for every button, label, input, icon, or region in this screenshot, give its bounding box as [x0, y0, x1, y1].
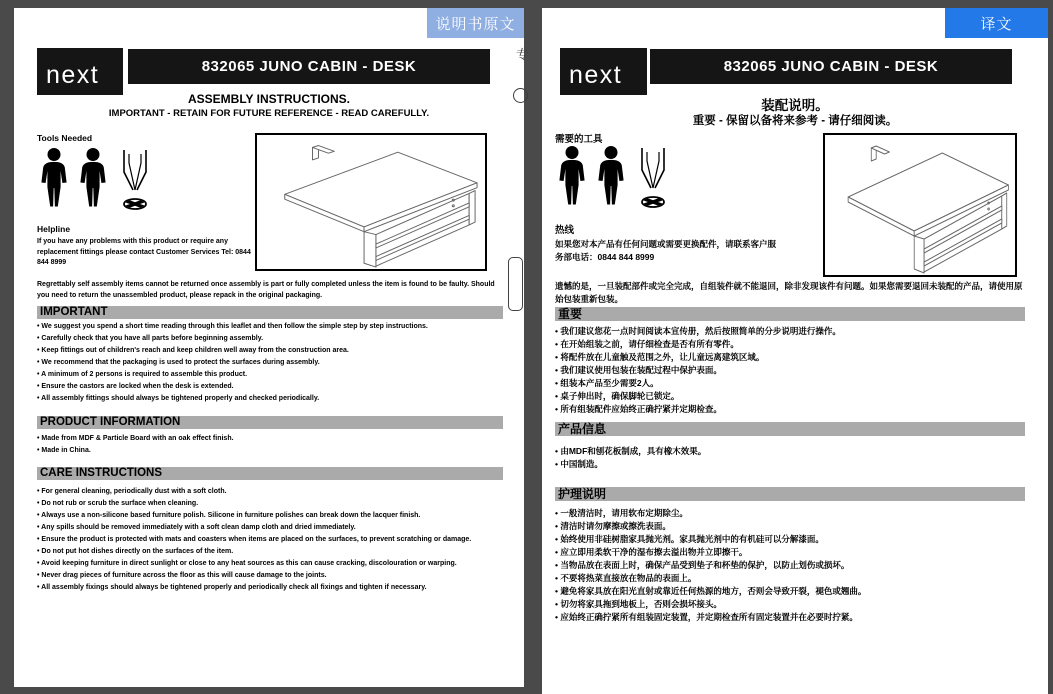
- next-logo-text: next: [569, 61, 623, 89]
- bullet-item: • All assembly fittings should always be tightened properly and checked periodically.: [37, 394, 503, 404]
- helpline-heading: Helpline: [37, 224, 71, 234]
- bullet-item: • 中国制造。: [555, 459, 1025, 470]
- bullet-item: • 我们建议使用包装在装配过程中保护表面。: [555, 365, 1025, 376]
- desk-illustration: [825, 135, 1015, 275]
- bullet-item: • Avoid keeping furniture in direct sunlight or close to any heat sources as this can cause cracking, discolouration or warping.: [37, 559, 503, 569]
- tools-needed-heading: Tools Needed: [37, 133, 93, 143]
- bullet-item: • 当物品放在表面上时，确保产品受到垫子和杯垫的保护，以防止划伤或损坏。: [555, 560, 1025, 571]
- bullet-item: • Made in China.: [37, 446, 503, 456]
- section-heading: 产品信息: [555, 422, 1025, 436]
- person-icon: [594, 145, 628, 207]
- retain-reference-heading: 重要 - 保留以备将来参考 - 请仔细阅读。: [692, 115, 898, 127]
- bullet-item: • 将配件放在儿童触及范围之外，让儿童远离建筑区域。: [555, 352, 1025, 363]
- product-title-banner: 832065 JUNO CABIN - DESK: [128, 49, 490, 84]
- bullet-item: • Any spills should be removed immediately with a soft clean damp cloth and dried immediately.: [37, 523, 503, 533]
- screwdriver-icon: [115, 147, 155, 213]
- assembly-instructions-heading: 装配说明。: [761, 98, 829, 113]
- tab-translation[interactable]: 译文: [945, 8, 1048, 38]
- bullet-item: • 切勿将家具拖到地板上，否则会损坏接头。: [555, 599, 1025, 610]
- bullet-item: • 桌子伸出时，确保脚轮已锁定。: [555, 391, 1025, 402]
- person-icon: [37, 147, 71, 209]
- bullet-list: [555, 446, 1025, 470]
- bullet-item: • Keep fittings out of children's reach and keep children well away from the construction area.: [37, 346, 503, 356]
- return-policy-note: 遗憾的是，一旦装配部件或完全完成，自组装件就不能退回，除非发现该件有问题。如果您需要退回未装配的产品，请使用原始包装重新包装。: [555, 281, 1023, 304]
- tools-icons: [555, 145, 673, 211]
- bullet-item: • 清洁时请勿摩擦或擦洗表面。: [555, 521, 1025, 532]
- bullet-item: • 始终使用非硅树脂家具抛光剂。家具抛光剂中的有机硅可以分解漆面。: [555, 534, 1025, 545]
- bullet-item: • 应立即用柔软干净的湿布擦去溢出物并立即擦干。: [555, 547, 1025, 558]
- return-policy-note: Regrettably self assembly items cannot be returned once assembly is part or fully completed unless the item is found to be faulty. Should you need to return the unassembled product, please repack in the original packaging.: [37, 281, 495, 299]
- bullet-item: • 组装本产品至少需要2人。: [555, 378, 1025, 389]
- bullet-item: • 应始终正确拧紧所有组装固定装置，并定期检查所有固定装置并在必要时拧紧。: [555, 612, 1025, 623]
- section-product-information: [555, 422, 1025, 472]
- helpline-text: 如果您对本产品有任何问题或需要更换配件，请联系客户服务部电话：0844 844 8999: [555, 239, 777, 262]
- bullet-item: • 避免将家具放在阳光直射或靠近任何热源的地方，否则会导致开裂，褪色或翘曲。: [555, 586, 1025, 597]
- person-icon: [76, 147, 110, 209]
- bullet-item: • For general cleaning, periodically dust with a soft cloth.: [37, 487, 503, 497]
- person-icon: [555, 145, 589, 207]
- bullet-item: • Do not rub or scrub the surface when cleaning.: [37, 499, 503, 509]
- page-translation: [542, 8, 1048, 694]
- bullet-item: • 在开始组装之前，请仔细检查是否有所有零件。: [555, 339, 1025, 350]
- obscured-background-control: [508, 257, 523, 311]
- desk-diagram-box: [255, 133, 487, 271]
- bullet-item: • Ensure the castors are locked when the desk is extended.: [37, 382, 503, 392]
- bullet-item: • A minimum of 2 persons is required to assemble this product.: [37, 370, 503, 380]
- screwdriver-icon: [633, 145, 673, 211]
- section-product-information: [37, 416, 503, 458]
- bullet-item: • Always use a non-silicone based furniture polish. Silicone in furniture polishes can break down the lacquer finish.: [37, 511, 503, 521]
- section-care-instructions: [555, 487, 1025, 625]
- bullet-item: • We suggest you spend a short time reading through this leaflet and then follow the simple step by step instructions.: [37, 322, 503, 332]
- bullet-item: • 一般清洁时，请用软布定期除尘。: [555, 508, 1025, 519]
- page-original: [14, 8, 524, 687]
- helpline-text: If you have any problems with this product or require any replacement fittings please contact Customer Services Tel: 0844 844 8999: [37, 238, 251, 266]
- bullet-list: [37, 322, 503, 404]
- obscured-background-circle: [513, 88, 528, 103]
- bullet-item: • Ensure the product is protected with mats and coasters when items are placed on the surfaces, to prevent scratching or damage.: [37, 535, 503, 545]
- bullet-list: [555, 326, 1025, 415]
- helpline-heading: 热线: [555, 225, 575, 236]
- section-heading: 护理说明: [555, 487, 1025, 501]
- desk-illustration: [257, 135, 485, 269]
- next-logo: [560, 48, 647, 95]
- tab-original-manual[interactable]: 说明书原文: [427, 8, 524, 38]
- section-care-instructions: [37, 467, 503, 595]
- bullet-item: • We recommend that the packaging is used to protect the surfaces during assembly.: [37, 358, 503, 368]
- section-heading: 重要: [555, 307, 1025, 321]
- bullet-item: • Carefully check that you have all parts before beginning assembly.: [37, 334, 503, 344]
- next-logo-text: next: [46, 61, 100, 89]
- bullet-list: [555, 508, 1025, 623]
- desk-diagram-box: [823, 133, 1017, 277]
- bullet-item: • 所有组装配件应始终正确拧紧并定期检查。: [555, 404, 1025, 415]
- bullet-item: • 不要将热菜直接放在物品的表面上。: [555, 573, 1025, 584]
- bullet-item: • Made from MDF & Particle Board with an oak effect finish.: [37, 434, 503, 444]
- bullet-item: • All assembly fixings should always be tightened properly and periodically check all fixings and tighten if necessary.: [37, 583, 503, 593]
- bullet-item: • 由MDF和刨花板制成，具有橡木效果。: [555, 446, 1025, 457]
- tools-needed-heading: 需要的工具: [555, 134, 603, 145]
- section-heading: PRODUCT INFORMATION: [37, 416, 503, 429]
- retain-reference-heading: IMPORTANT - RETAIN FOR FUTURE REFERENCE - READ CAREFULLY.: [108, 108, 430, 119]
- assembly-instructions-heading: ASSEMBLY INSTRUCTIONS.: [187, 92, 351, 106]
- section-important: [37, 306, 503, 406]
- tools-icons: [37, 147, 155, 213]
- bullet-item: • Never drag pieces of furniture across the floor as this will cause damage to the joints.: [37, 571, 503, 581]
- bullet-item: • 我们建议您花一点时间阅读本宣传册，然后按照简单的分步说明进行操作。: [555, 326, 1025, 337]
- section-important: [555, 307, 1025, 417]
- section-heading: CARE INSTRUCTIONS: [37, 467, 503, 480]
- next-logo: [37, 48, 123, 95]
- product-title-banner: 832065 JUNO CABIN - DESK: [650, 49, 1012, 84]
- bullet-list: [37, 487, 503, 593]
- bullet-list: [37, 434, 503, 456]
- section-heading: IMPORTANT: [37, 306, 503, 319]
- obscured-background-text: 专: [516, 47, 530, 62]
- bullet-item: • Do not put hot dishes directly on the surfaces of the item.: [37, 547, 503, 557]
